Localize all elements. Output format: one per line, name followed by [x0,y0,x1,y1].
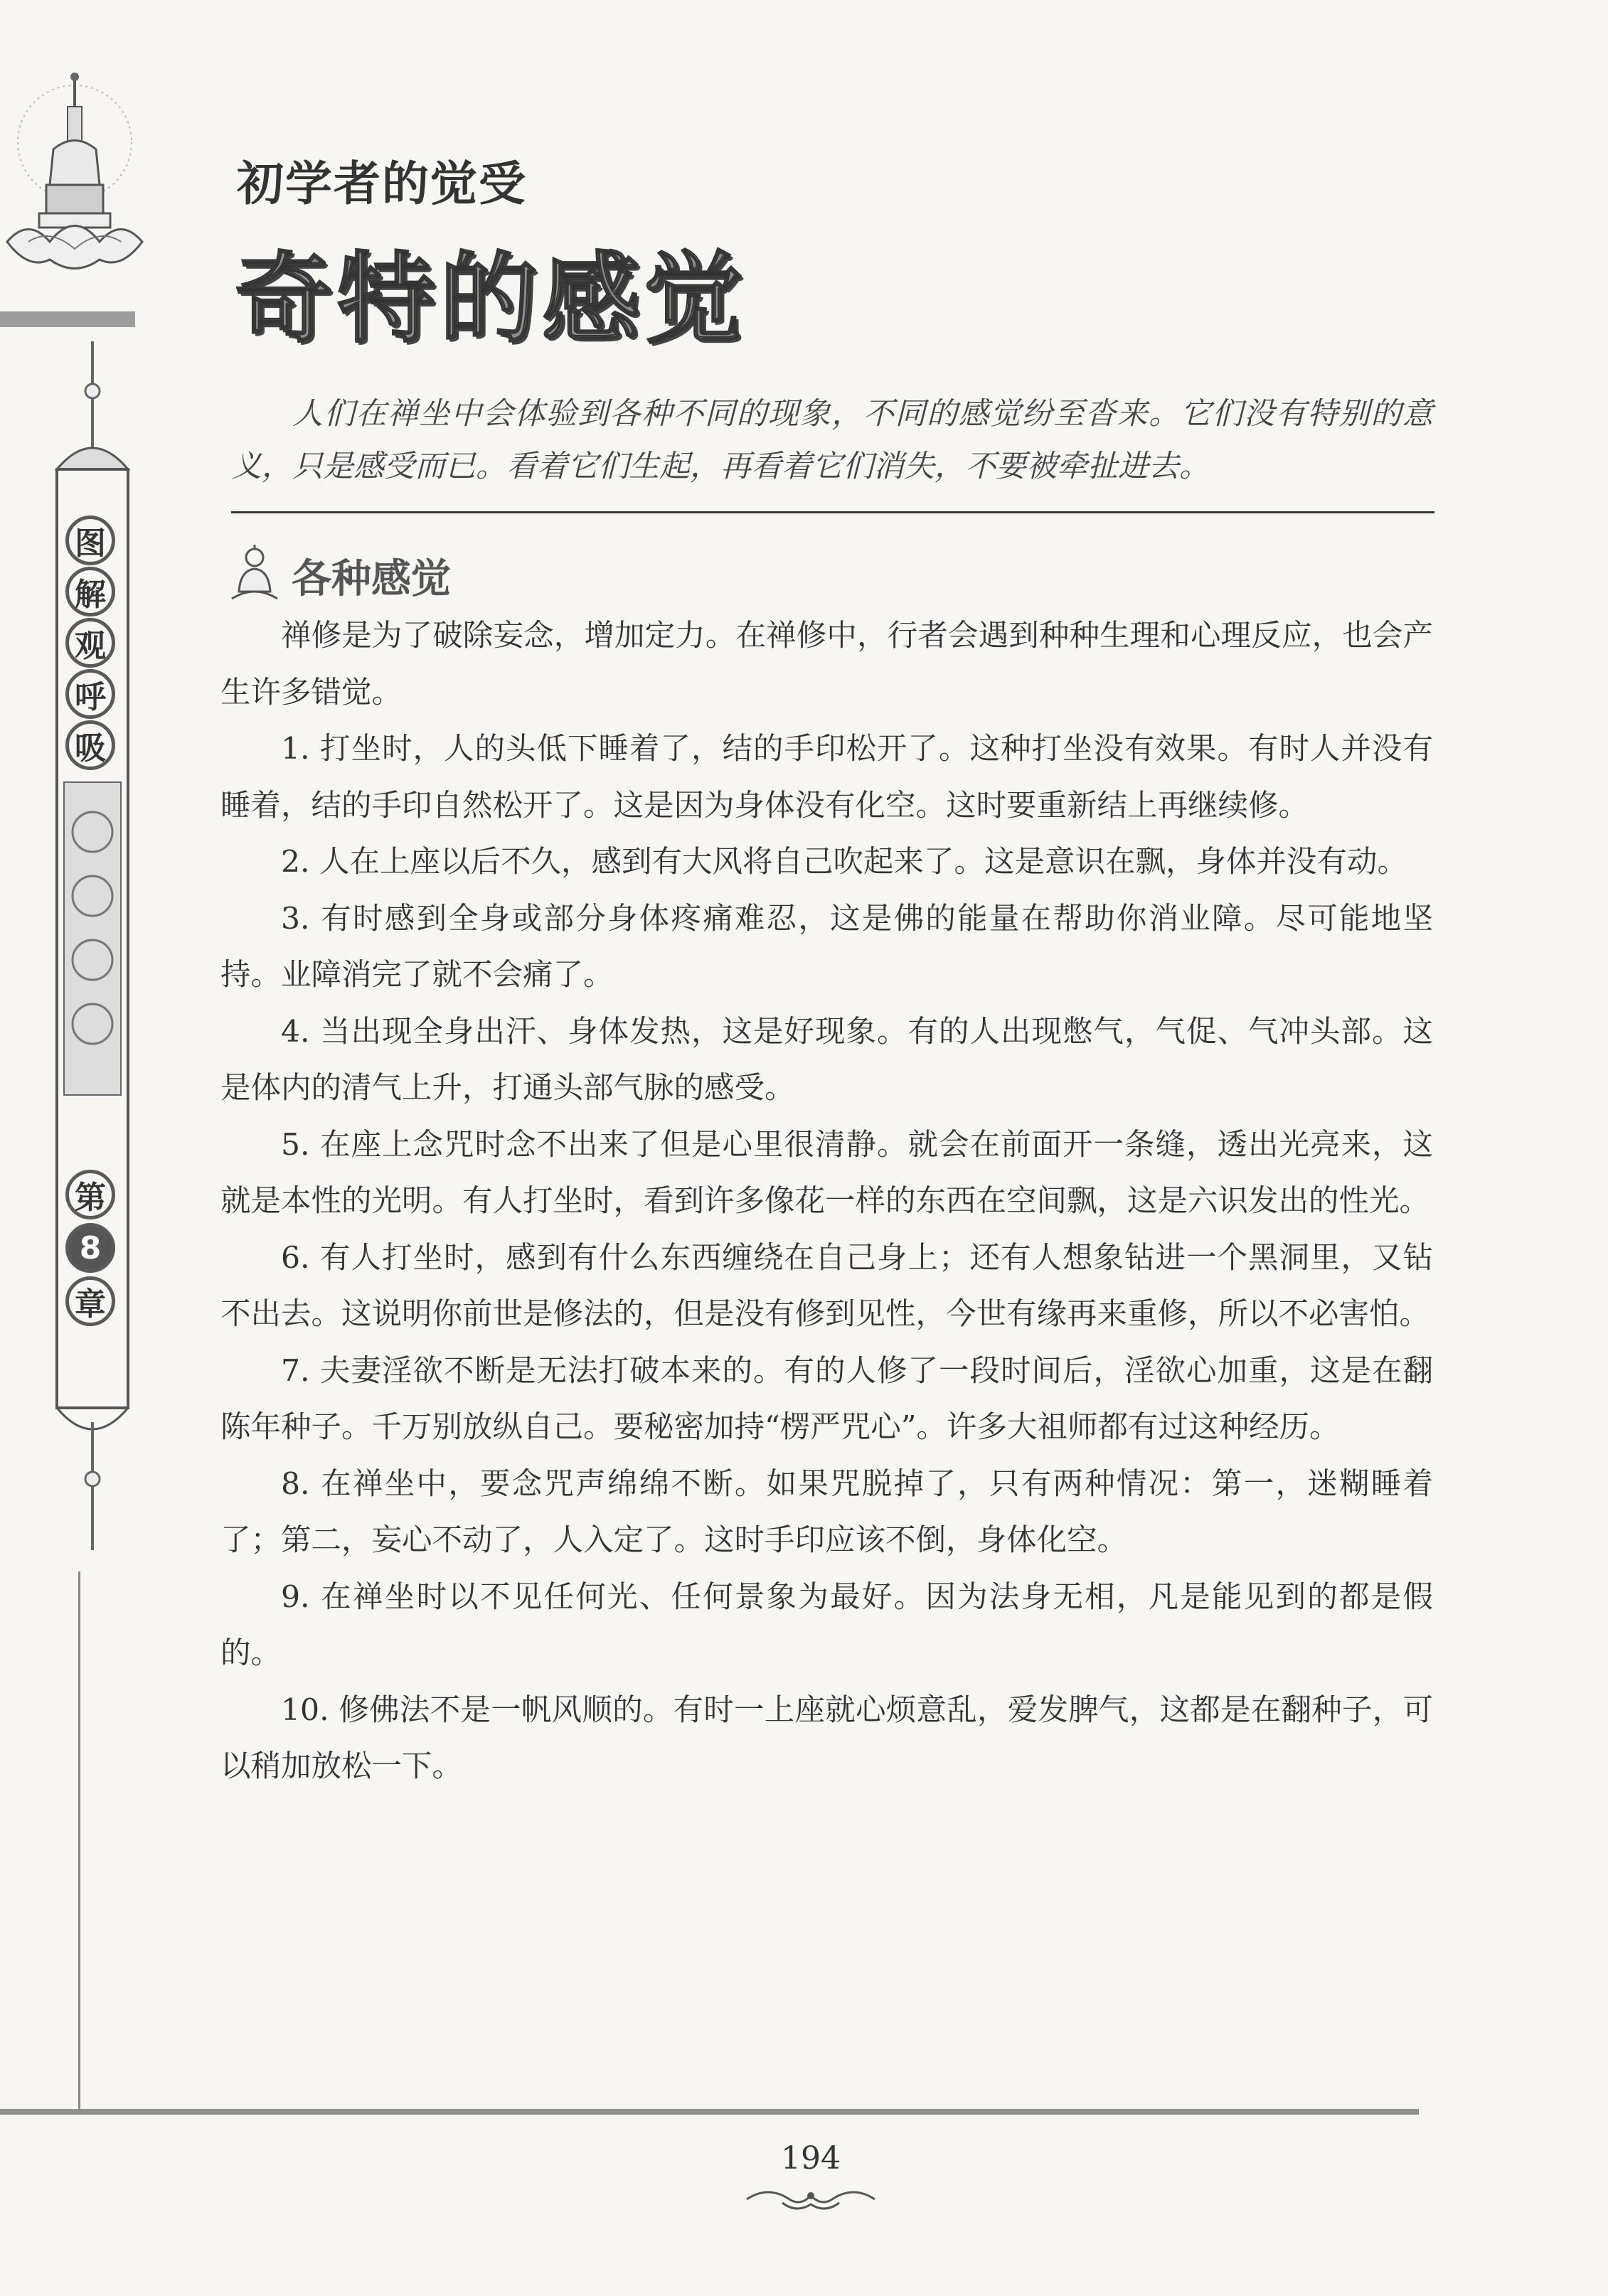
paragraph: 1. 打坐时，人的头低下睡着了，结的手印松开了。这种打坐没有效果。有时人并没有睡着，结的手印自然松开了。这是因为身体没有化空。这时要重新结上再继续修。 [220,732,1433,823]
paragraph: 3. 有时感到全身或部分身体疼痛难忍，这是佛的能量在帮助你消业障。尽可能地坚持。业障消完了就不会痛了。 [220,901,1433,993]
chapter-number: 8 [65,1223,115,1273]
divider [231,511,1434,513]
page-title: 奇特的感觉 [235,240,747,356]
paragraph: 9. 在禅坐时以不见任何光、任何景象为最好。因为法身无相，凡是能见到的都是假的。 [220,1579,1433,1671]
paragraph: 5. 在座上念咒时念不出来了但是心里很清静。就会在前面开一条缝，透出光亮来，这就是本性的光明。有人打坐时，看到许多像花一样的东西在空间飘，这是六识发出的性光。 [220,1127,1433,1219]
paragraph: 7. 夫妻淫欲不断是无法打破本来的。有的人修了一段时间后，淫欲心加重，这是在翻陈年种子。千万别放纵自己。要秘密加持“楞严咒心”。许多大祖师都有过这种经历。 [220,1353,1433,1445]
book-title-char: 呼 [65,669,115,719]
footer-bar [0,2109,1419,2115]
book-title-char: 解 [65,567,115,616]
book-title-char: 吸 [65,720,115,770]
paragraph: 10. 修佛法不是一帆风顺的。有时一上座就心烦意乱，爱发脾气，这都是在翻种子，可以稍加放松一下。 [220,1692,1433,1784]
page-subtitle: 初学者的觉受 [237,156,527,211]
left-margin-line [78,1571,80,2112]
intro-paragraph: 人们在禅坐中会体验到各种不同的现象，不同的感觉纷至沓来。它们没有特别的意义，只是感受而已。看着它们生起，再看着它们消失，不要被牵扯进去。 [231,396,1433,484]
paragraph: 2. 人在上座以后不久，感到有大风将自己吹起来了。这是意识在飘，身体并没有动。 [281,845,1408,880]
book-title-char: 图 [65,516,115,565]
paragraph: 8. 在禅坐中，要念咒声绵绵不断。如果咒脱掉了，只有两种情况：第一，迷糊睡着了；第二，妄心不动了，人入定了。这时手印应该不倒，身体化空。 [220,1466,1433,1558]
section-title: 各种感觉 [292,555,451,602]
meditating-figure-icon [229,542,280,604]
header-bar [0,311,135,327]
book-title-char: 观 [65,618,115,668]
paragraph: 6. 有人打坐时，感到有什么东西缠绕在自己身上；还有人想象钻进一个黑洞里，又钻不出去。这说明你前世是修法的，但是没有修到见性，今世有缘再来重修，所以不必害怕。 [220,1240,1433,1332]
page-number: 194 [781,2140,841,2177]
chapter-char: 第 [65,1170,115,1219]
chapter-char: 章 [65,1276,115,1326]
paragraph: 4. 当出现全身出汗、身体发热，这是好现象。有的人出现憋气，气促、气冲头部。这是体内的清气上升，打通头部气脉的感受。 [220,1014,1433,1106]
paragraph: 禅修是为了破除妄念，增加定力。在禅修中，行者会遇到种种生理和心理反应，也会产生许多错觉。 [220,619,1433,710]
body-text [220,608,1433,1795]
stupa-lotus-ornament [0,64,149,299]
flourish-ornament [740,2182,882,2217]
